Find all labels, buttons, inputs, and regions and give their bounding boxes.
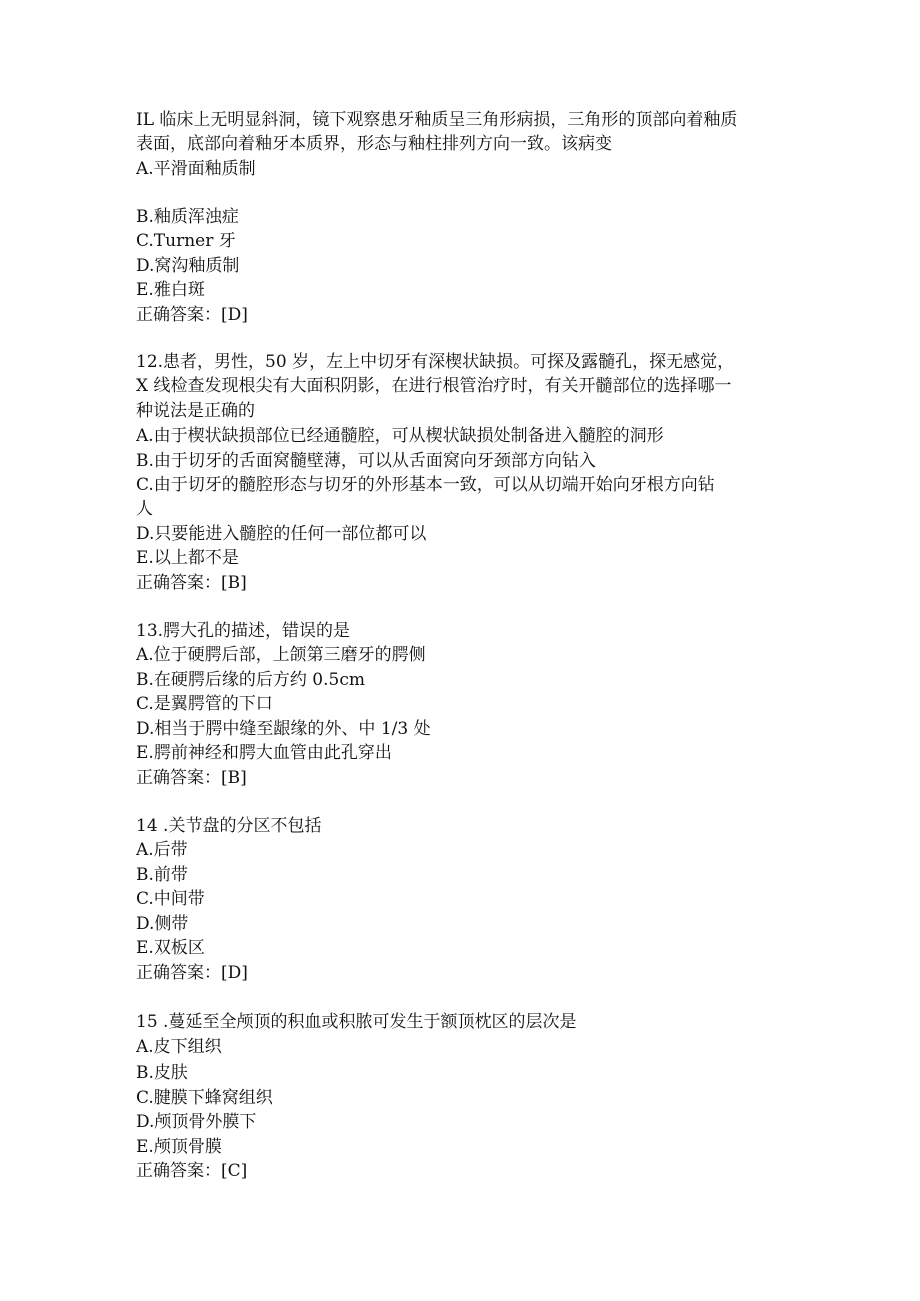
question-14-option-d: D.侧带 [136,914,189,934]
question-12-stem-line-3: 种说法是正确的 [136,401,255,421]
question-14-option-e: E.双板区 [136,938,205,958]
question-12-option-c-continued: 人 [136,499,153,519]
question-11-option-a: A.平滑面釉质制 [136,159,256,179]
question-12-option-e: E.以上都不是 [136,548,239,568]
question-11-stem-line-1: IL 临床上无明显斜洞，镜下观察患牙釉质呈三角形病损，三角形的顶部向着釉质 [136,110,738,130]
question-13-option-d: D.相当于腭中缝至龈缘的外、中 1/3 处 [136,719,431,739]
question-14-option-c: C.中间带 [136,889,205,909]
question-14-option-b: B.前带 [136,865,188,885]
question-11-option-d: D.窝沟釉质制 [136,256,240,276]
question-11-option-e: E.雅白斑 [136,280,205,300]
question-14-option-a: A.后带 [136,840,188,860]
question-12-answer: 正确答案：[B] [136,573,247,593]
question-15-stem-line-1: 15 .蔓延至全颅顶的积血或积脓可发生于额顶枕区的层次是 [136,1012,577,1032]
question-12-option-a: A.由于楔状缺损部位已经通髓腔，可从楔状缺损处制备进入髓腔的洞形 [136,426,664,446]
question-11-option-b: B.釉质浑浊症 [136,207,239,227]
question-12-option-d: D.只要能进入髓腔的任何一部位都可以 [136,524,427,544]
question-12-stem-line-2: X 线检查发现根尖有大面积阴影，在进行根管治疗时，有关开髓部位的选择哪一 [136,376,732,396]
question-15-option-c: C.腱膜下蜂窝组织 [136,1088,273,1108]
question-15-option-d: D.颅顶骨外膜下 [136,1112,257,1132]
question-13-answer: 正确答案：[B] [136,768,247,788]
question-13-stem-line-1: 13.腭大孔的描述，错误的是 [136,621,351,641]
question-11-stem-line-2: 表面，底部向着釉牙本质界，形态与釉柱排列方向一致。该病变 [136,134,612,154]
question-13-option-b: B.在硬腭后缘的后方约 0.5cm [136,670,365,690]
question-15-option-b: B.皮肤 [136,1063,188,1083]
question-15-option-a: A.皮下组织 [136,1037,222,1057]
question-15-option-e: E.颅顶骨膜 [136,1137,222,1157]
question-12-option-c: C.由于切牙的髓腔形态与切牙的外形基本一致，可以从切端开始向牙根方向钻 [136,475,715,495]
question-14-stem-line-1: 14 .关节盘的分区不包括 [136,816,322,836]
question-12-option-b: B.由于切牙的舌面窝髓壁薄，可以从舌面窝向牙颈部方向钻入 [136,451,596,471]
question-11-answer: 正确答案：[D] [136,305,248,325]
question-11-option-c: C.Turner 牙 [136,231,236,251]
question-13-option-a: A.位于硬腭后部，上颌第三磨牙的腭侧 [136,645,426,665]
question-13-option-c: C.是翼腭管的下口 [136,694,273,714]
question-15-answer: 正确答案：[C] [136,1161,248,1181]
question-13-option-e: E.腭前神经和腭大血管由此孔穿出 [136,743,392,763]
question-12-stem-line-1: 12.患者，男性，50 岁，左上中切牙有深楔状缺损。可探及露髓孔，探无感觉， [136,352,735,372]
question-14-answer: 正确答案：[D] [136,963,248,983]
